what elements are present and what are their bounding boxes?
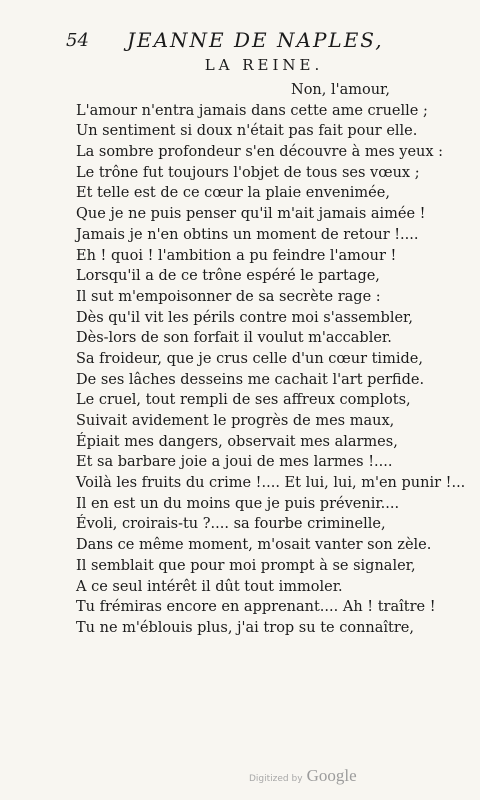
verse-line: Non, l'amour, [291,82,391,98]
verse-line: Voilà les fruits du crime !.... Et lui, lui, m'en punir !... [76,475,466,492]
verse-line: Sa froideur, que je crus celle d'un cœur timide, [76,350,423,367]
verse-line: Le cruel, tout rempli de ses affreux complots, [76,392,411,409]
page-number: 54 [66,30,89,51]
verse-block [76,80,466,639]
verse-line: Dans ce même moment, m'osait vanter son zèle. [76,537,432,554]
verse-line: Il sut m'empoisonner de sa secrète rage : [76,288,381,305]
verse-line: A ce seul intérêt il dût tout immoler. [76,578,343,595]
verse-line: Jamais je n'en obtins un moment de retour !.... [76,226,419,243]
verse-line: Évoli, croirais-tu ?.... sa fourbe criminelle, [76,516,386,533]
verse-line: Dès-lors de son forfait il voulut m'accabler. [76,330,392,347]
digitization-watermark [249,766,357,788]
verse-line: Tu frémiras encore en apprenant.... Ah ! traître ! [76,599,436,616]
verse-line: Dès qu'il vit les périls contre moi s'assembler, [76,309,413,326]
verse-line: Il semblait que pour moi prompt à se signaler, [76,557,416,574]
speaker-name [0,56,480,74]
verse-line: Suivait avidement le progrès de mes maux, [76,413,395,429]
page-header [0,28,480,58]
verse-line: Le trône fut toujours l'objet de tous ses vœux ; [76,164,420,181]
verse-line: L'amour n'entra jamais dans cette ame cruelle ; [76,102,428,119]
verse-line: Lorsqu'il a de ce trône espéré le partage, [76,268,380,285]
google-logo: Google [306,766,357,785]
speaker-label: LA REINE. [204,56,324,74]
verse-line: Un sentiment si doux n'était pas fait pour elle. [76,123,418,140]
verse-line: Que je ne puis penser qu'il m'ait jamais aimée ! [76,206,426,223]
verse-line: Tu ne m'éblouis plus, j'ai trop su te connaître, [76,619,414,636]
verse-line: Et sa barbare joie a joui de mes larmes !.... [76,454,393,471]
verse-line: La sombre profondeur s'en découvre à mes yeux : [76,144,444,161]
verse-line: Il en est un du moins que je puis prévenir.... [76,495,400,512]
verse-line: Eh ! quoi ! l'ambition a pu feindre l'amour ! [76,247,397,264]
digitized-by-label: Digitized by [249,774,303,784]
verse-line: De ses lâches desseins me cachait l'art perfide. [76,371,425,388]
verse-line: Épiait mes dangers, observait mes alarmes, [76,433,398,450]
running-head: JEANNE DE NAPLES, [127,28,384,52]
verse-line: Et telle est de ce cœur la plaie envenimée, [76,185,390,202]
